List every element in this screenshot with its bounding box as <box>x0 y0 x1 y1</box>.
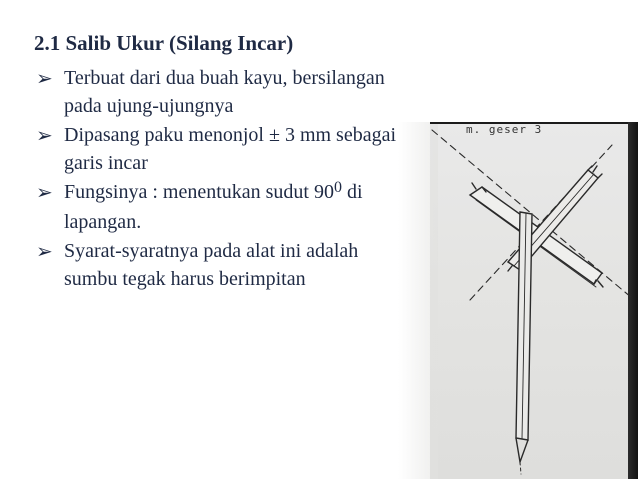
bullet-text-line: Syarat-syaratnya pada alat ini adalah <box>64 240 359 262</box>
nail-2 <box>598 281 603 287</box>
bullet-arrow-icon: ➢ <box>36 123 53 147</box>
bullet-item <box>34 64 534 120</box>
nail-3 <box>593 166 597 172</box>
bullet-arrow-icon: ➢ <box>36 66 53 90</box>
bullet-item <box>34 121 534 177</box>
bullet-list <box>34 64 534 293</box>
stake-tip <box>516 438 528 462</box>
bullet-text-line: Dipasang paku menonjol ± 3 mm sebagai <box>64 124 397 146</box>
bullet-text-line: pada ujung-ujungnya <box>64 95 234 117</box>
bullet-text-line: garis incar <box>64 152 148 174</box>
degree-superscript: 0 <box>333 179 342 196</box>
bullet-text-line <box>64 178 534 208</box>
bullet-item <box>34 237 534 293</box>
bullet-text-part: Fungsinya : menentukan sudut 90 <box>64 181 334 203</box>
bullet-text-part: di <box>341 181 363 203</box>
bullet-item <box>34 178 534 236</box>
bullet-text-line: lapangan. <box>64 211 142 233</box>
figure-reference-text: m. geser 3 <box>466 123 543 136</box>
bullet-text-line: Terbuat dari dua buah kayu, bersilangan <box>64 67 385 89</box>
slide-content <box>34 28 534 294</box>
bullet-text-line: sumbu tegak harus berimpitan <box>64 268 306 290</box>
slide-title: 2.1 Salib Ukur (Silang Incar) <box>34 31 294 55</box>
bullet-arrow-icon: ➢ <box>36 180 53 204</box>
bullet-arrow-icon: ➢ <box>36 239 53 263</box>
